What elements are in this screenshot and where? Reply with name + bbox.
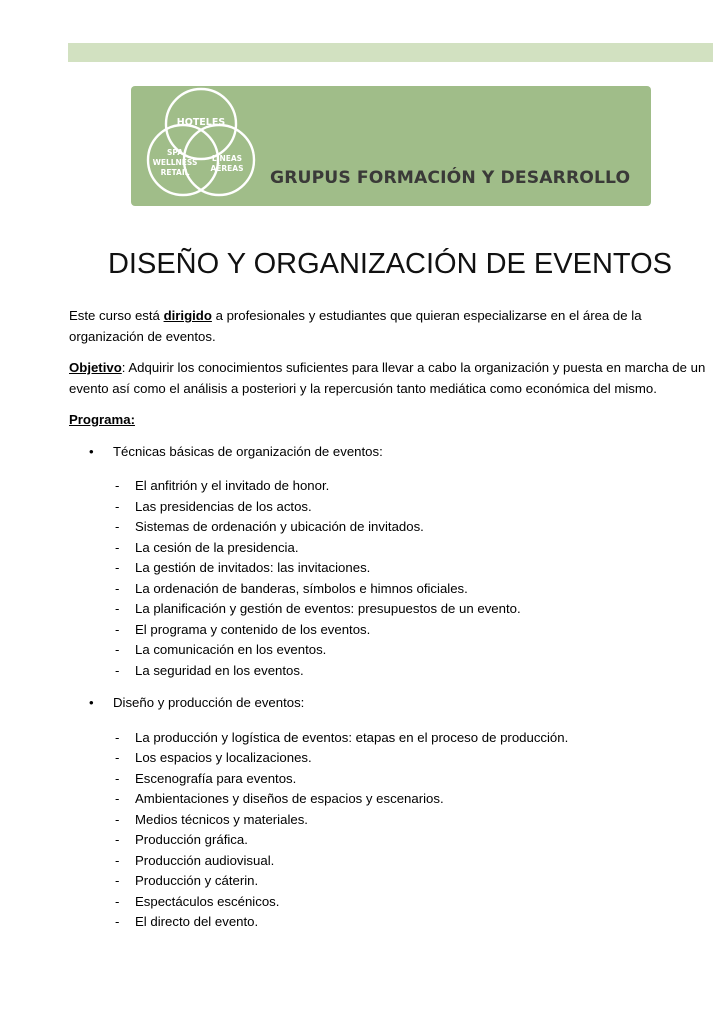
list-item-text: La producción y logística de eventos: etapas en el proceso de producción.	[135, 729, 569, 745]
list-item-text: El programa y contenido de los eventos.	[135, 621, 371, 637]
dash-marker: -	[115, 580, 120, 596]
list-item	[69, 599, 709, 620]
list-item	[69, 769, 709, 790]
list-item	[69, 661, 709, 682]
list-item-text: Las presidencias de los actos.	[135, 498, 312, 514]
dash-marker: -	[115, 873, 120, 888]
logo-label-wellness: WELLNESS	[152, 158, 198, 167]
banner-title: GRUPUS FORMACIÓN Y DESARROLLO	[270, 168, 631, 188]
bullet-icon: •	[89, 695, 94, 710]
list-item	[69, 538, 709, 559]
list-item	[69, 558, 709, 579]
list-item	[69, 517, 709, 538]
section-title: Técnicas básicas de organización de eventos:	[113, 443, 383, 459]
logo-label-hoteles: HOTELES	[176, 117, 226, 128]
objective-paragraph: Objetivo: Adquirir los conocimientos suficientes para llevar a cabo la organización y puesta en marcha de un evento así como el análisis a posteriori y la repercusión tanto mediática como económica del mismo.	[69, 360, 706, 396]
dash-marker: -	[115, 893, 120, 909]
list-item	[69, 912, 709, 933]
dash-marker: -	[115, 539, 120, 555]
list-item	[69, 830, 709, 851]
list-item-text: Producción y cáterin.	[135, 873, 259, 888]
list-item-text: La cesión de la presidencia.	[135, 539, 299, 555]
list-item	[69, 789, 709, 810]
list-item-text: La gestión de invitados: las invitaciones.	[135, 560, 371, 575]
list-item-text: El directo del evento.	[135, 914, 259, 929]
dash-marker: -	[115, 560, 120, 575]
list-item	[69, 620, 709, 641]
list-item	[69, 810, 709, 831]
list-item-text: Medios técnicos y materiales.	[135, 811, 308, 827]
list-item	[69, 851, 709, 872]
bullet-icon: •	[89, 443, 94, 459]
list-item-text: Producción audiovisual.	[135, 852, 275, 868]
program-section	[69, 442, 709, 682]
topic-list	[69, 728, 709, 933]
logo-venn-icon	[131, 86, 651, 206]
list-item-text: Producción gráfica.	[135, 832, 248, 847]
list-item	[69, 497, 709, 518]
logo-label-lineas: LÍNEAS	[211, 154, 243, 163]
topic-list	[69, 476, 709, 681]
page-title: DISEÑO Y ORGANIZACIÓN DE EVENTOS	[107, 248, 672, 280]
dash-marker: -	[115, 662, 120, 678]
logo-label-aereas: AÉREAS	[210, 164, 244, 173]
list-item-text: Sistemas de ordenación y ubicación de invitados.	[135, 519, 424, 534]
list-item-text: La ordenación de banderas, símbolos e himnos oficiales.	[135, 580, 468, 596]
header-banner	[131, 86, 651, 206]
intro-keyword: dirigido	[163, 308, 212, 323]
list-item	[69, 871, 709, 892]
dash-marker: -	[115, 621, 120, 637]
dash-marker: -	[115, 519, 120, 534]
list-item	[69, 476, 709, 497]
list-item	[69, 728, 709, 749]
intro-paragraph: Este curso está dirigido a profesionales y estudiantes que quieran especializarse en el área de la organización de eventos.	[69, 308, 642, 344]
list-item	[69, 640, 709, 661]
section-heading	[69, 442, 709, 463]
list-item	[69, 748, 709, 769]
dash-marker: -	[115, 914, 120, 929]
program-heading: Programa:	[69, 412, 135, 427]
dash-marker: -	[115, 791, 120, 806]
dash-marker: -	[115, 852, 120, 868]
dash-marker: -	[115, 770, 120, 786]
dash-marker: -	[115, 498, 120, 514]
list-item	[69, 579, 709, 600]
dash-marker: -	[115, 750, 120, 765]
list-item	[69, 892, 709, 913]
header-band	[68, 43, 713, 62]
list-item-text: Ambientaciones y diseños de espacios y escenarios.	[135, 791, 444, 806]
list-item-text: Espectáculos escénicos.	[135, 893, 280, 909]
list-item-text: La comunicación en los eventos.	[135, 642, 327, 657]
document-body	[69, 306, 709, 945]
list-item-text: El anfitrión y el invitado de honor.	[135, 478, 330, 493]
objective-label: Objetivo	[69, 360, 122, 375]
list-item-text: La planificación y gestión de eventos: presupuestos de un evento.	[135, 601, 521, 616]
logo-label-retail: RETAIL	[160, 168, 190, 177]
section-title: Diseño y producción de eventos:	[113, 695, 305, 710]
dash-marker: -	[115, 601, 120, 616]
dash-marker: -	[115, 832, 120, 847]
program-sections	[69, 442, 709, 933]
section-heading	[69, 693, 709, 714]
program-section	[69, 693, 709, 933]
list-item-text: La seguridad en los eventos.	[135, 662, 304, 678]
dash-marker: -	[115, 729, 120, 745]
list-item-text: Escenografía para eventos.	[135, 770, 297, 786]
dash-marker: -	[115, 811, 120, 827]
logo-label-spa: SPA	[166, 148, 184, 157]
list-item-text: Los espacios y localizaciones.	[135, 750, 312, 765]
dash-marker: -	[115, 642, 120, 657]
dash-marker: -	[115, 478, 120, 493]
